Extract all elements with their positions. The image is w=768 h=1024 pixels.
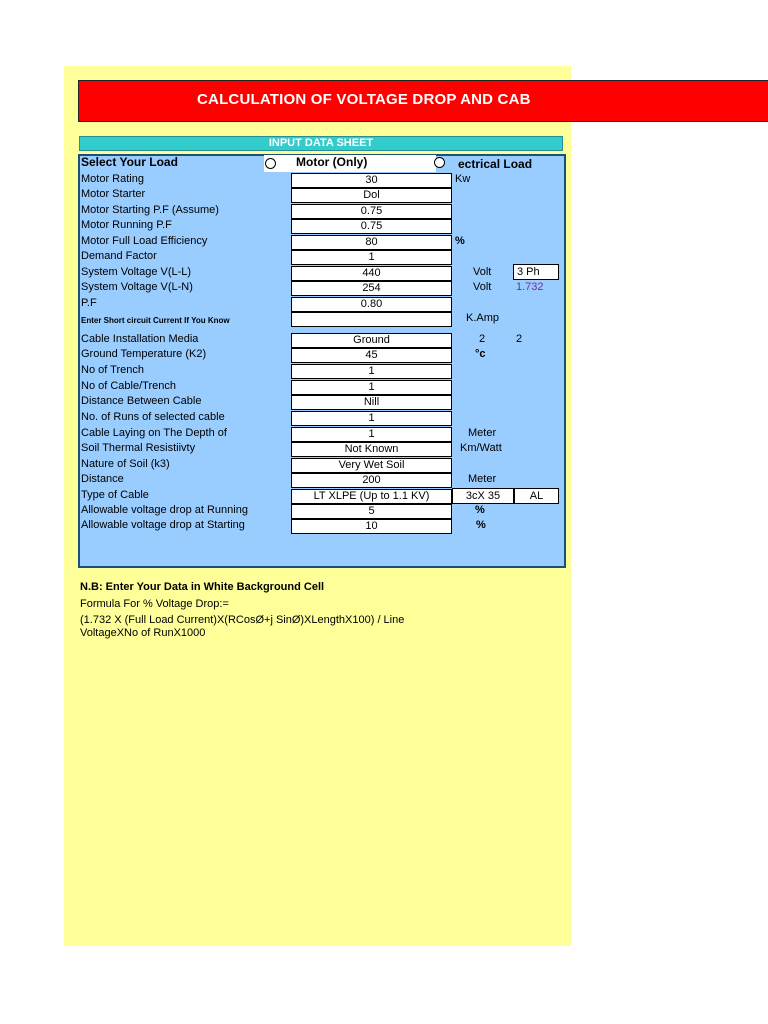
field-input-cell[interactable]: 30 [291, 173, 452, 188]
option-motor-only-label: Motor (Only) [296, 155, 368, 169]
field-input-cell[interactable]: Very Wet Soil [291, 458, 452, 473]
phase-cell[interactable]: 3 Ph [513, 264, 559, 280]
field-label: Soil Thermal Resistiivty [81, 442, 196, 454]
field-label: No of Cable/Trench [81, 380, 176, 392]
field-label: Type of Cable [81, 489, 149, 501]
field-label: Distance [81, 473, 124, 485]
radio-motor-only[interactable] [265, 158, 276, 169]
field-label: Motor Starter [81, 188, 146, 200]
field-unit: Volt [473, 266, 492, 278]
field-unit: Volt [473, 281, 492, 293]
field-label: System Voltage V(L-L) [81, 266, 192, 278]
field-input-cell[interactable]: LT XLPE (Up to 1.1 KV) [291, 489, 452, 504]
sqrt3-value: 1.732 [516, 281, 544, 293]
field-unit: % [475, 504, 485, 516]
field-input-cell[interactable]: Dol [291, 188, 452, 203]
field-input-cell[interactable]: 1 [291, 364, 452, 379]
cable-material-cell[interactable]: AL [514, 488, 559, 504]
field-unit: % [476, 519, 486, 531]
field-unit: °c [475, 348, 486, 360]
field-label: Demand Factor [81, 250, 157, 262]
field-input-cell[interactable]: 80 [291, 235, 452, 250]
field-input-cell[interactable]: 10 [291, 519, 452, 534]
field-unit: 2 [479, 333, 486, 345]
option-electrical-load-label: ectrical Load [458, 157, 533, 171]
field-input-cell[interactable]: Nill [291, 395, 452, 410]
formula-line-1: (1.732 X (Full Load Current)X(RCosØ+j SinØ)XLengthX100) / Line [80, 614, 405, 626]
field-unit: K.Amp [466, 312, 500, 324]
field-label: Cable Installation Media [81, 333, 199, 345]
nb-note: N.B: Enter Your Data in White Background Cell [80, 581, 325, 593]
field-input-cell[interactable]: 1 [291, 411, 452, 426]
field-input-cell[interactable]: 200 [291, 473, 452, 488]
field-input-cell[interactable] [291, 312, 452, 327]
field-input-cell[interactable]: 440 [291, 266, 452, 281]
field-label: Motor Starting P.F (Assume) [81, 204, 219, 216]
field-unit: Meter [468, 427, 497, 439]
field-unit: Km/Watt [460, 442, 502, 454]
field-input-cell[interactable]: 1 [291, 380, 452, 395]
input-data-title: INPUT DATA SHEET [268, 137, 374, 149]
field-label: Nature of Soil (k3) [81, 458, 170, 470]
field-input-cell[interactable]: Not Known [291, 442, 452, 457]
select-load-label: Select Your Load [81, 155, 178, 169]
cable-size-cell[interactable]: 3cX 35 [452, 488, 514, 504]
field-label: Ground Temperature (K2) [81, 348, 207, 360]
page-title: CALCULATION OF VOLTAGE DROP AND CAB [197, 91, 531, 108]
field-unit: % [455, 235, 465, 247]
field-label: Motor Full Load Efficiency [81, 235, 208, 247]
field-input-cell[interactable]: 0.75 [291, 204, 452, 219]
field-label: P.F [81, 297, 97, 309]
field-label: No. of Runs of selected cable [81, 411, 225, 423]
formula-line-2: VoltageXNo of RunX1000 [80, 627, 206, 639]
field-label: Enter Short circuit Current If You Know [81, 316, 230, 325]
field-label: No of Trench [81, 364, 144, 376]
field-unit: Kw [455, 173, 471, 185]
field-input-cell[interactable]: 0.75 [291, 219, 452, 234]
field-label: Distance Between Cable [81, 395, 202, 407]
field-input-cell[interactable]: Ground [291, 333, 452, 348]
field-input-cell[interactable]: 45 [291, 348, 452, 363]
field-label: Motor Rating [81, 173, 144, 185]
field-label: Motor Running P.F [81, 219, 172, 231]
formula-title: Formula For % Voltage Drop:= [80, 598, 229, 610]
media-code-value: 2 [516, 333, 523, 345]
field-label: Allowable voltage drop at Running [81, 504, 248, 516]
field-label: Allowable voltage drop at Starting [81, 519, 245, 531]
radio-electrical-load[interactable] [434, 157, 445, 168]
field-input-cell[interactable]: 254 [291, 281, 452, 296]
field-input-cell[interactable]: 1 [291, 250, 452, 265]
field-input-cell[interactable]: 0.80 [291, 297, 452, 312]
field-unit: Meter [468, 473, 497, 485]
field-input-cell[interactable]: 1 [291, 427, 452, 442]
field-input-cell[interactable]: 5 [291, 504, 452, 519]
field-label: System Voltage V(L-N) [81, 281, 193, 293]
field-label: Cable Laying on The Depth of [81, 427, 227, 439]
